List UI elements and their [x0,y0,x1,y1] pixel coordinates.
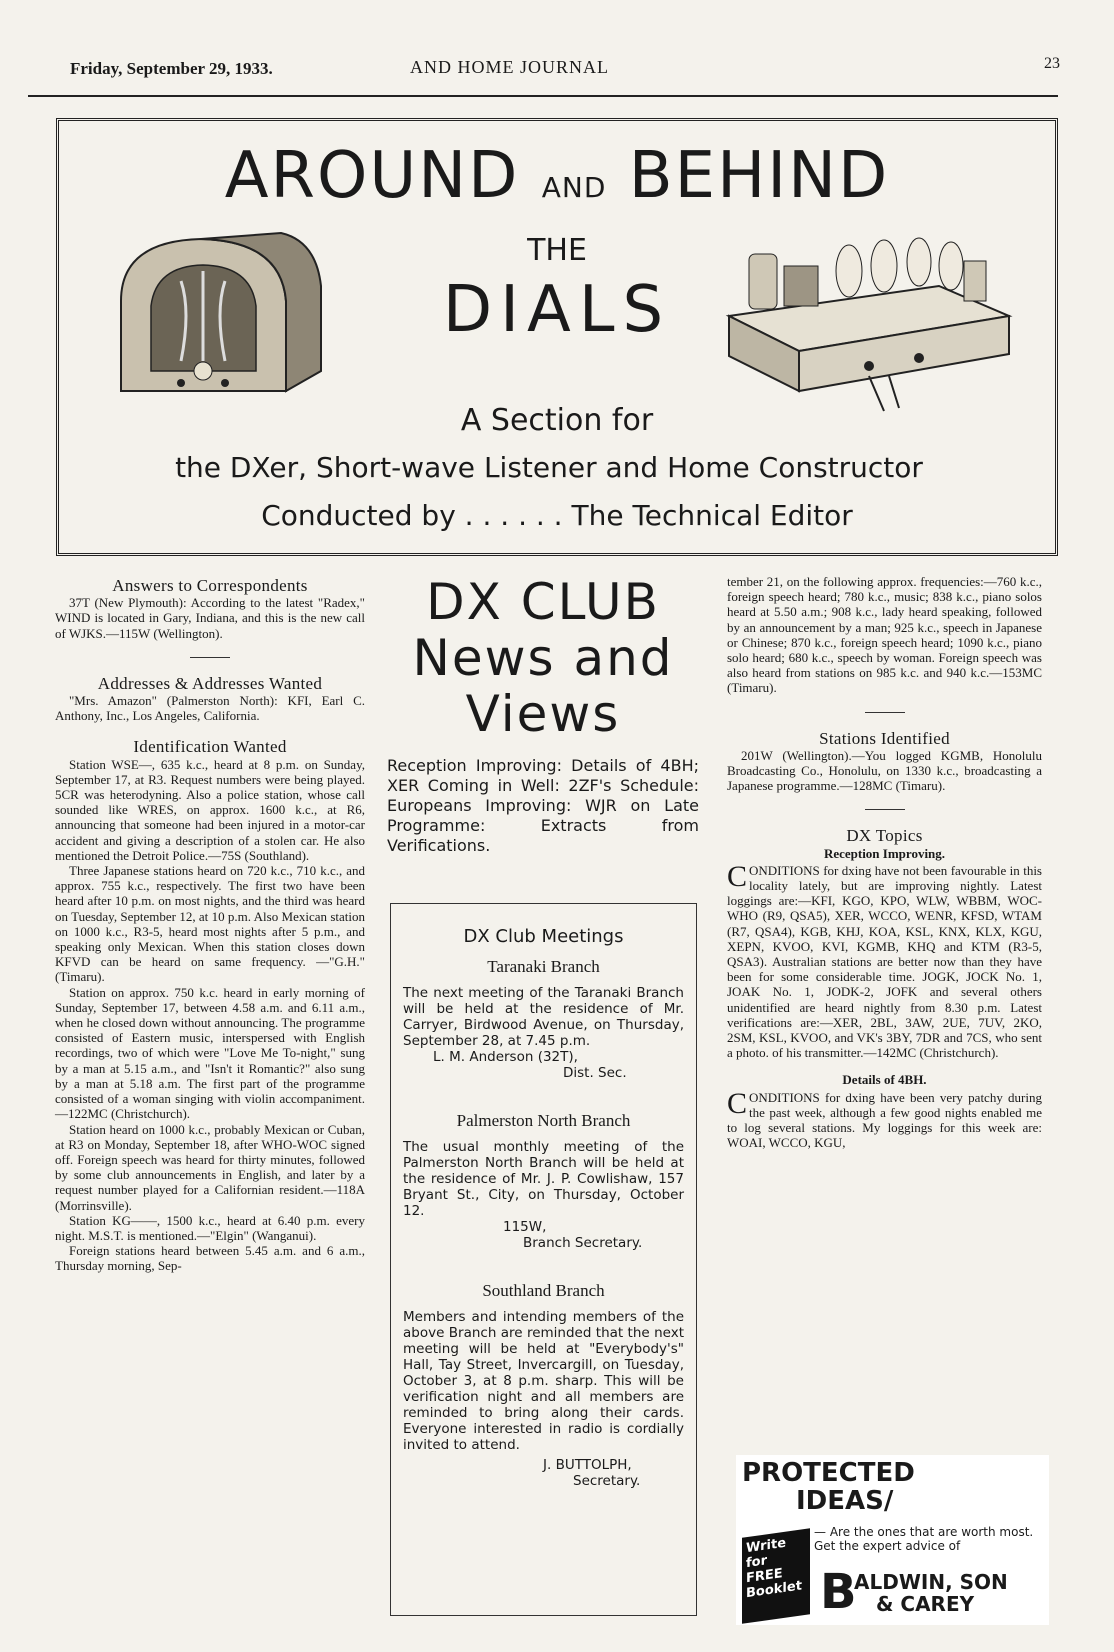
banner-conducted: Conducted by . . . . . . The Technical Editor [261,499,853,532]
drop-cap: C [727,1086,748,1120]
answers-heading: Answers to Correspondents [112,576,308,595]
drop-cap: C [727,859,748,893]
stations-identified-heading: Stations Identified [819,728,950,748]
ad-tagline: — Are the ones that are worth most. Get the expert advice of [814,1525,1034,1553]
patent-advertisement [736,1455,1049,1625]
header-rule [28,95,1058,97]
banner-the: THE [527,233,587,268]
banner-around: AROUND [224,139,520,213]
southland-heading: Southland Branch [482,1281,605,1300]
banner-section: A Section for [460,403,654,438]
southland-signature-title: Secretary. [573,1473,641,1489]
banner-audience: the DXer, Short-wave Listener and Home Constructor [175,451,923,484]
ad-big-b: B [820,1564,857,1620]
radio-chassis-illustration [719,226,1019,416]
section-banner [56,118,1058,556]
identification-item-2: Three Japanese stations heard on 720 k.c., 710 k.c., and approx. 755 k.c., respectively. The first two have been heard after 10 p.m. on most nights, and the third was heard on Tuesday, September 12, at 10 p.m. Also Mexican station on 1000 k.c., R3-5, heard most nights after 5 p.m., and speaking only Mexican. When this station closes down KFVD can be heard on same frequency. —"G.H." (Timaru). [55,863,365,985]
southland-text: Members and intending members of the above Branch are reminded that the next meeting will be held at "Everybody's" Hall, Tay Street, Invercargill, on Tuesday, October 3, at 8 p.m. sharp. This will be verification night and all members are reminded to bring along their cards. Everyone interested in radio is cordially invited to attend. [403,1309,684,1453]
banner-dials: DIALS [442,273,672,347]
identification-heading: Identification Wanted [133,737,287,757]
details-4bh-text: CONDITIONS for dxing have been very patchy during the past week, although a few good nights enabled me to log several stations. My loggings for this week are: WOAI, WCCO, KGU, [727,1086,1042,1151]
ad-firm-name-1: ALDWIN, SON [854,1570,1008,1594]
divider [865,809,905,810]
banner-and: AND [541,171,607,204]
identification-item-6: Foreign stations heard between 5.45 a.m. and 6 a.m., Thursday morning, Sep- [55,1243,365,1274]
palmerston-heading: Palmerston North Branch [456,1111,631,1130]
details-4bh-subheading: Details of 4BH. [842,1072,927,1088]
column-left [55,578,365,1274]
reception-improving-text: CONDITIONS for dxing have not been favourable in this locality lately, but are improving nightly. Latest loggings are:—KFI, KGO, KPO, WLW, WBBM, WOC-WHO (R9, QSA5), XER, WCCO, WENR, KFSD, WTAM (R7, QSA4), KGB, KHJ, KOA, KSL, KNX, KLX, KGU, XEPN, KVOO, KVI, KGMB, KHQ and KTM (R3-5, QSA3). Australian stations are better now than they have been for some considerable time. JOGK, JOCK No. 1, JOAK No. 1, JODK-2, JOFK and several others unidentified are heard nightly from 8.30 p.m. Latest verifications are:—XER, 2BL, 3AW, 2UE, 7UV, 2KO, 2SM, KSL, KVOO, and VK's 3BY, 7DR and 7CS, who sent a photo. of his transmitter.—142MC (Christchurch). [727,859,1042,1061]
banner-behind: BEHIND [628,139,890,213]
answers-text: 37T (New Plymouth): According to the latest "Radex," WIND is located in Gary, Indiana, and this is the new call of WJKS.—115W (Wellington). [55,595,365,641]
addresses-heading: Addresses & Addresses Wanted [97,673,323,693]
dx-topics-heading: DX Topics [846,826,923,846]
taranaki-signature: L. M. Anderson (32T), [433,1049,578,1065]
meetings-heading: DX Club Meetings [463,926,624,947]
palmerston-text: The usual monthly meeting of the Palmerston North Branch will be held at the residence of Mr. J. P. Cowlishaw, 157 Bryant St., City, on Thursday, October 12. [403,1139,684,1219]
page-header [70,55,1060,85]
issue-date: Friday, September 29, 1933. [70,59,273,78]
identification-item-1: Station WSE—, 635 k.c., heard at 8 p.m. on Sunday, September 17, at R3. Request numbers were being played. 5CR was heterodyning. Also a police station, whose call sounded like WRES, on approx. 1600 k.c., at R6, announcing that someone had been injured in a motor-car accident and giving a description of a stolen car. He also mentioned the Detroit Police.—75S (Southland). [55,756,365,863]
ad-firm-name-2: & CAREY [876,1592,975,1616]
dx-club-line-1: DX CLUB [426,573,660,631]
page-number: 23 [1044,55,1060,72]
ad-free-booklet: Write for FREE Booklet [742,1528,810,1624]
southland-signature: J. BUTTOLPH, [543,1457,632,1473]
dx-club-subheading: Reception Improving: Details of 4BH; XER Coming in Well: 2ZF's Schedule: Europeans Improving: WJR on Late Programme: Extracts from Verifications. [387,756,699,855]
continued-text: tember 21, on the following approx. frequencies:—760 k.c., foreign speech heard; 780 k.c., music; 838 k.c., piano solos heard at 5.50 a.m.; 908 k.c., lady heard speaking, followed by an announcement by a man; 925 k.c., speech in Japanese or Chinese; 870 k.c., foreign speech heard; 1090 k.c., piano solo heard; 680 k.c., speech by woman. Foreign speech was also heard from stations on 985 k.c. and 940 k.c.—153MC (Timaru). [727,574,1042,696]
taranaki-text: The next meeting of the Taranaki Branch will be held at the residence of Mr. Carryer, Birdwood Avenue, on Thursday, September 28, at 7.45 p.m. [403,985,684,1049]
identification-item-4: Station heard on 1000 k.c., probably Mexican or Cuban, at R3 on Monday, September 18, after WHO-WOC signed off. Foreign speech was heard for thirty minutes, followed by some club announcements in English, and later by a request number played for a Californian resident.—118A (Morrinsville). [55,1121,365,1213]
stations-identified-text: 201W (Wellington).—You logged KGMB, Honolulu Broadcasting Co., Honolulu, on 1330 k.c., broadcasting a Japanese programme.—128MC (Timaru). [727,747,1042,794]
journal-name: AND HOME JOURNAL [410,57,609,77]
addresses-text: "Mrs. Amazon" (Palmerston North): KFI, Earl C. Anthony, Inc., Los Angeles, California. [55,693,365,724]
ad-protected: PROTECTED [742,1458,915,1488]
cathedral-radio-illustration [111,221,341,396]
column-right [727,574,1042,1151]
banner-title-line [59,139,1055,213]
taranaki-signature-title: Dist. Sec. [563,1065,627,1081]
ad-ideas: IDEAS/ [796,1486,894,1516]
taranaki-heading: Taranaki Branch [487,957,600,976]
column-middle [387,574,699,856]
reception-improving-subheading: Reception Improving. [823,845,946,861]
dx-club-line-3: Views [465,685,621,743]
identification-item-5: Station KG——, 1500 k.c., heard at 6.40 p.m. every night. M.S.T. is mentioned.—"Elgin" (Wanganui). [55,1212,365,1243]
divider [190,657,230,658]
identification-item-3: Station on approx. 750 k.c. heard in early morning of Sunday, September 17, between 4.58 a.m. and 6.11 a.m., when he closed down without announcing. The programme consisted of Eastern music, interspersed with English recordings, two of which were "Love Me To-night," sung by a man at 5.15 a.m., and "Isn't it Romantic?" also sung by a man at 5.18 a.m. The first part of the programme consisted of a woman singing with violin accompaniment.—122MC (Christchurch). [55,984,365,1122]
dx-club-meetings-box [390,903,697,1616]
palmerston-signature-title: Branch Secretary. [523,1235,643,1251]
dx-club-line-2: News and [412,629,674,687]
divider [865,712,905,713]
palmerston-signature: 115W, [503,1219,547,1235]
